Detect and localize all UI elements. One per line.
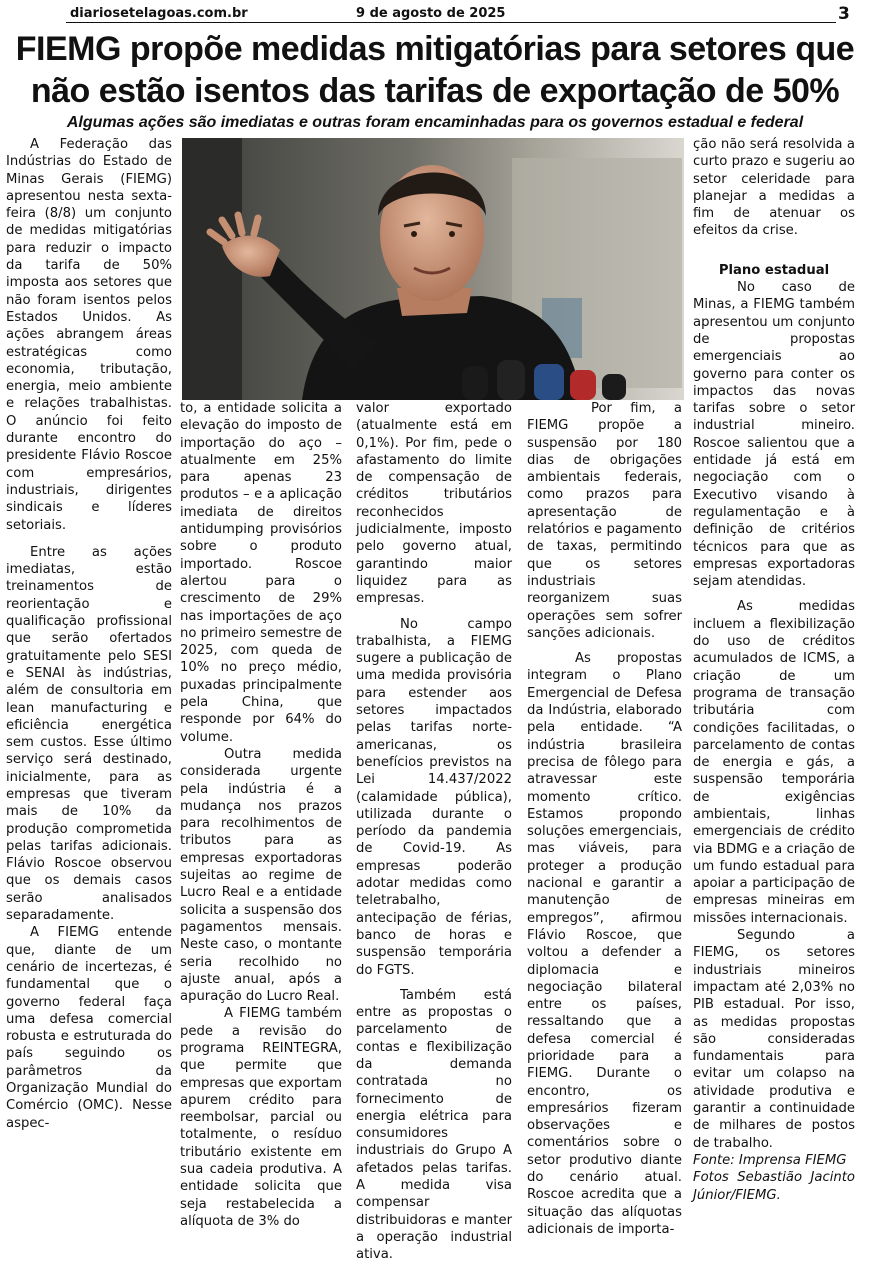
man-speaking-photo	[182, 138, 684, 400]
paragraph: Outra medida considerada urgente pela indústria é a mudança nos prazos para recolhimentos de tributos para as empresas exportadoras sujeitas ao regime de Lucro Real e a entidade solicita a suspensão dos pagamentos mensais. Neste caso, o montante seria recolhido no ajuste anual, após a apuração do Lucro Real.	[180, 746, 342, 1005]
article-column-5	[693, 136, 855, 1203]
header-rule	[66, 22, 836, 23]
paragraph: Entre as ações imediatas, estão treinamentos de reorientação e qualificação profissional que serão ofertados gratuitamente pelo SESI e SENAI às indústrias, além de consultoria em lean manufacturing e eficiência energética sem custos. Esse último serviço será destinado, inicialmente, para as empresas que tiveram mais de 10% da produção comprometida pelas tarifas adicionais. Flávio Roscoe observou que os demais casos serão analisados separadamente.	[6, 544, 172, 924]
paragraph: A Federação das Indústrias do Estado de Minas Gerais (FIEMG) apresentou nesta sexta-feira (8/8) um conjunto de medidas mitigatórias para reduzir o impacto da tarifa de 50% imposta aos setores que não foram isentos pelos Estados Unidos. As ações abrangem áreas estratégicas como economia, tributação, energia, meio ambiente e relações trabalhistas. O anúncio foi feito durante encontro do presidente Flávio Roscoe com empresários, industriais, dirigentes sindicais e líderes setoriais.	[6, 137, 172, 533]
paragraph: Por fim, a FIEMG propõe a suspensão por 180 dias de obrigações ambientais federais, como prazos para apresentação de relatórios e pagamento de taxas, permitindo que os setores industriais reorganizem suas operações sem sofrer sanções adicionais.	[527, 401, 682, 641]
paragraph: No campo trabalhista, a FIEMG sugere a publicação de uma medida provisória para estender aos setores impactados pelas tarifas norte-americanas, os benefícios previstos na Lei 14.437/2022 (calamidade pública), utilizada durante o período da pandemia de Covid-19. As empresas poderão adotar medidas como teletrabalho, antecipação de férias, banco de horas e suspensão temporária do FGTS.	[356, 616, 512, 978]
subheadline: Algumas ações são imediatas e outras foram encaminhadas para os governos estadual e federal	[66, 114, 804, 131]
article-column-2	[180, 400, 342, 1229]
paragraph: Também está entre as propostas o parcelamento de contas e flexibilização da demanda contratada no fornecimento de energia elétrica para consumidores industriais do Grupo A afetados pelas tarifas. A medida visa compensar distribuidoras e manter a operação industrial ativa.	[356, 987, 512, 1263]
page-number: 3	[838, 4, 850, 24]
source-credit: Fonte: Imprensa FIEMG	[693, 1152, 847, 1168]
headline-line-1: FIEMG propõe medidas mitigatórias para setores que	[15, 30, 855, 68]
article-column-3	[356, 400, 512, 1263]
headline	[10, 28, 860, 112]
paragraph: to, a entidade solicita a elevação do imposto de importação do aço – atualmente em 25% para apenas 23 produtos – e a aplicação imediata de direitos antidumping provisórios sobre o produto importado. Roscoe alertou para o crescimento de 29% nas importações de aço no primeiro semestre de 2025, com queda de 10% no preço médio, puxadas principalmente pela China, que responde por 64% do volume.	[180, 401, 342, 745]
paragraph: As medidas incluem a flexibilização do uso de créditos acumulados de ICMS, a criação de um programa de transação tributária com condições facilitadas, o parcelamento de contas de energia e gás, a suspensão temporária de exigências ambientais, linhas emergenciais de crédito via BDMG e a criação de um fundo estadual para apoiar a participação de empresas mineiras em missões internacionais.	[693, 599, 855, 926]
section-heading: Plano estadual	[718, 262, 830, 278]
photo-credit: Fotos Sebastião Jacinto Júnior/FIEMG.	[693, 1170, 855, 1203]
paragraph: No caso de Minas, a FIEMG também apresentou um conjunto de propostas emergenciais ao governo para conter os impactos das novas tarifas sobre o setor industrial mineiro. Roscoe salientou que a entidade já está em negociação com o Executivo visando à regulamentação e à definição de critérios técnicos para que as empresas exportadoras sejam atendidas.	[693, 280, 855, 590]
article-column-1	[6, 136, 172, 1182]
paragraph: A FIEMG também pede a revisão do programa REINTEGRA, que permite que empresas que exportam apurem crédito para reembolsar, parcial ou totalmente, o resíduo tributário existente em sua cadeia produtiva. A entidade solicita que seja restabelecida a alíquota de 3% do	[180, 1006, 342, 1229]
paragraph: ção não será resolvida a curto prazo e sugeriu ao setor celeridade para planejar a medidas a fim de atenuar os efeitos da crise.	[693, 137, 855, 239]
issue-date: 9 de agosto de 2025	[356, 6, 506, 21]
paragraph: A FIEMG entende que, diante de um cenário de incertezas, é fundamental que o governo federal faça uma defesa comercial robusta e estruturada do país seguindo os parâmetros da Organização Mundial do Comércio (OMC). Nesse aspec-	[6, 925, 172, 1131]
paragraph: valor exportado (atualmente está em 0,1%). Por fim, pede o afastamento do limite de compensação de créditos tributários reconhecidos judicialmente, imposto pelo governo atual, garantindo maior liquidez para as empresas.	[356, 401, 512, 607]
paragraph: As propostas integram o Plano Emergencial de Defesa da Indústria, elaborado pela entidade. “A indústria brasileira precisa de fôlego para atravessar este momento crítico. Estamos propondo soluções emergenciais, mas viáveis, para proteger a produção nacional e garantir a manutenção de empregos”, afirmou Flávio Roscoe, que voltou a defender a diplomacia e negociação bilateral entre os países, ressaltando que a defesa comercial é prioridade para a FIEMG. Durante o encontro, os empresários fizeram observações e comentários sobre o setor produtivo diante do cenário atual. Roscoe acredita que a situação das alíquotas adicionais de importa-	[527, 651, 682, 1237]
article-column-4	[527, 400, 682, 1237]
paragraph: Segundo a FIEMG, os setores industriais mineiros impactam até 2,03% no PIB estadual. Por isso, as medidas propostas são consideradas fundamentais para evitar um colapso na atividade produtiva e garantir a continuidade de milhares de postos de trabalho.	[693, 928, 855, 1151]
site-url[interactable]: diariosetelagoas.com.br	[70, 6, 248, 21]
headline-line-2: não estão isentos das tarifas de exportação de 50%	[30, 72, 840, 110]
